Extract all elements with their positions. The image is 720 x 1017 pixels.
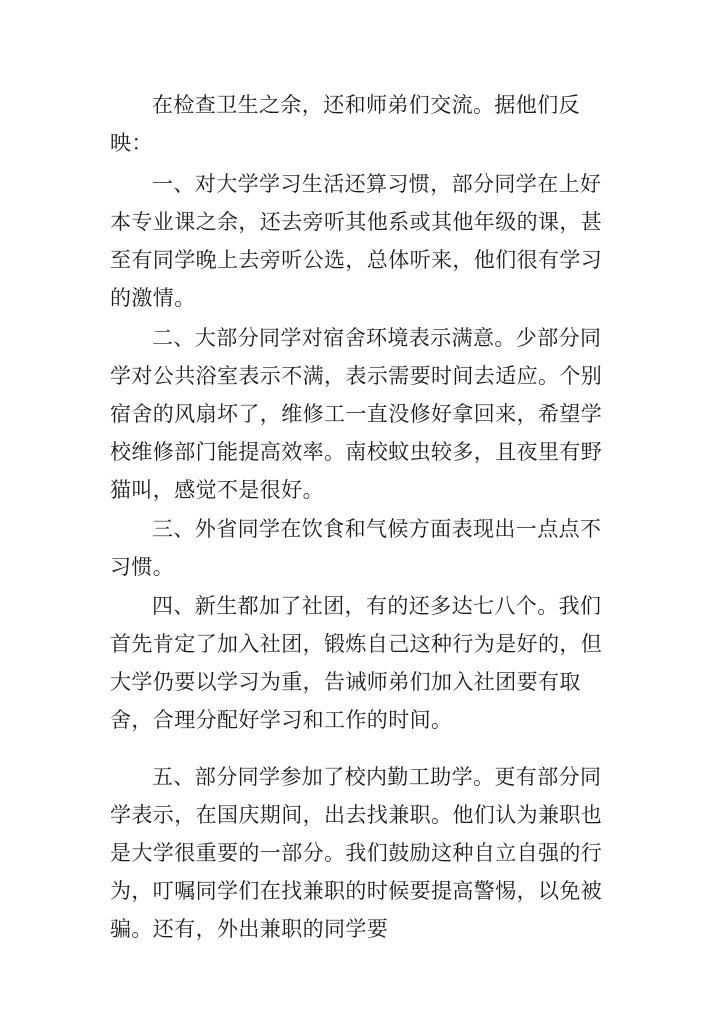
paragraph-item-4: 四、新生都加了社团，有的还多达七八个。我们首先肯定了加入社团，锻炼自己这种行为是好的，但大学仍要以学习为重，告诫师弟们加入社团要有取舍，合理分配好学习和工作的时间。	[110, 594, 603, 732]
paragraph-intro: 在检查卫生之余，还和师弟们交流。据他们反映：	[110, 93, 580, 155]
paragraph-item-2: 二、大部分同学对宿舍环境表示满意。少部分同学对公共浴室表示不满，表示需要时间去适应。个别宿舍的风扇坏了，维修工一直没修好拿回来，希望学校维修部门能提高效率。南校蚊虫较多，且夜里有野猫叫，感觉不是很好。	[110, 326, 603, 502]
paragraph-item-5: 五、部分同学参加了校内勤工助学。更有部分同学表示，在国庆期间，出去找兼职。他们认为兼职也是大学很重要的一部分。我们鼓励这种自立自强的行为，叮嘱同学们在找兼职的时候要提高警惕，以免被骗。还有，外出兼职的同学要	[110, 765, 603, 941]
paragraph-item-1: 一、对大学学习生活还算习惯，部分同学在上好本专业课之余，还去旁听其他系或其他年级的课，甚至有同学晚上去旁听公选，总体听来，他们很有学习的激情。	[110, 172, 603, 310]
paragraph-item-3: 三、外省同学在饮食和气候方面表现出一点点不习惯。	[110, 517, 602, 579]
